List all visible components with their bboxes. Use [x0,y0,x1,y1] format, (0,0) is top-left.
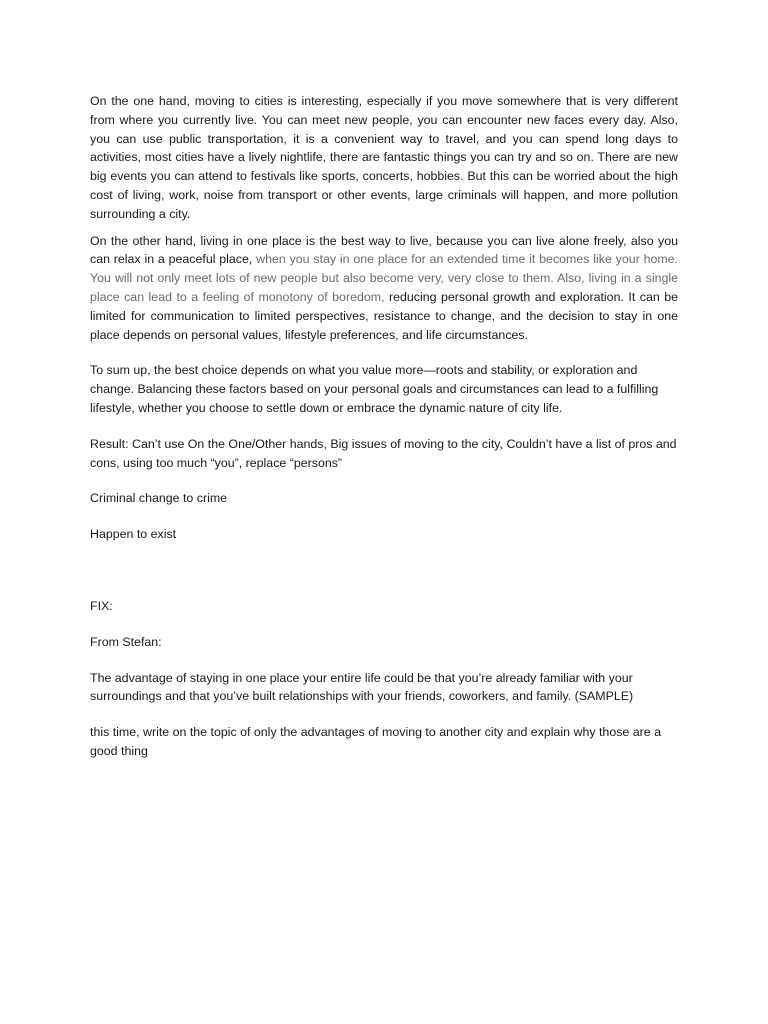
paragraph-instruction: this time, write on the topic of only the advantages of moving to another city and explain why those are a good thing [90,725,661,758]
paragraph-result-feedback: Result: Can’t use On the One/Other hands, Big issues of moving to the city, Couldn’t have a list of pros and cons, using too much “you”, replace “persons” [90,436,677,470]
note-happen-to-exist: Happen to exist [90,527,177,542]
paragraph-2-text-start: On the other hand, living in one place is the best way to live, because you can live alone freely, also you can relax in a peaceful place, [90,233,678,267]
paragraph-conclusion: To sum up, the best choice depends on what you value more—roots and stability, or exploration and change. Balancing these factors based on your personal goals and circumstances can lead to a fulfilling lifestyle, whether you choose to settle down or embrace the dynamic nature of city life. [90,363,659,415]
paragraph-2-text-end: reducing personal growth and exploration. It can be limited for communication to limited perspectives, resistance to change, and the decision to stay in one place depends on personal values, lifestyle preferences, and life circumstances. [90,289,678,342]
paragraph-sample: The advantage of staying in one place your entire life could be that you’re already familiar with your surroundings and that you’ve built relationships with your friends, coworkers, and family. (SAMPLE) [90,670,634,704]
paragraph-living-in-one-place [90,232,678,345]
label-from-stefan: From Stefan: [90,634,162,649]
note-criminal-to-crime: Criminal change to crime [90,491,228,506]
heading-fix: FIX: [90,598,113,613]
paragraph-moving-to-cities: On the one hand, moving to cities is interesting, especially if you move somewhere that is very different from where you currently live. You can meet new people, you can encounter new faces every day. Also, you can use public transportation, it is a convenient way to travel, and you can spend long days to activities, most cities have a lively nightlife, there are fantastic things you can try and so on. There are new big events you can attend to festivals like sports, concerts, hobbies. But this can be worried about the high cost of living, work, noise from transport or other events, large criminals will happen, and more pollution surrounding a city. [90,94,678,221]
paragraph-2-text-gray: when you stay in one place for an extended time it becomes like your home. You will not only meet lots of new people but also become very, very close to them. Also, living in a single place can lead to a feeling of monotony of boredom, [90,252,679,304]
document-page [90,92,678,761]
